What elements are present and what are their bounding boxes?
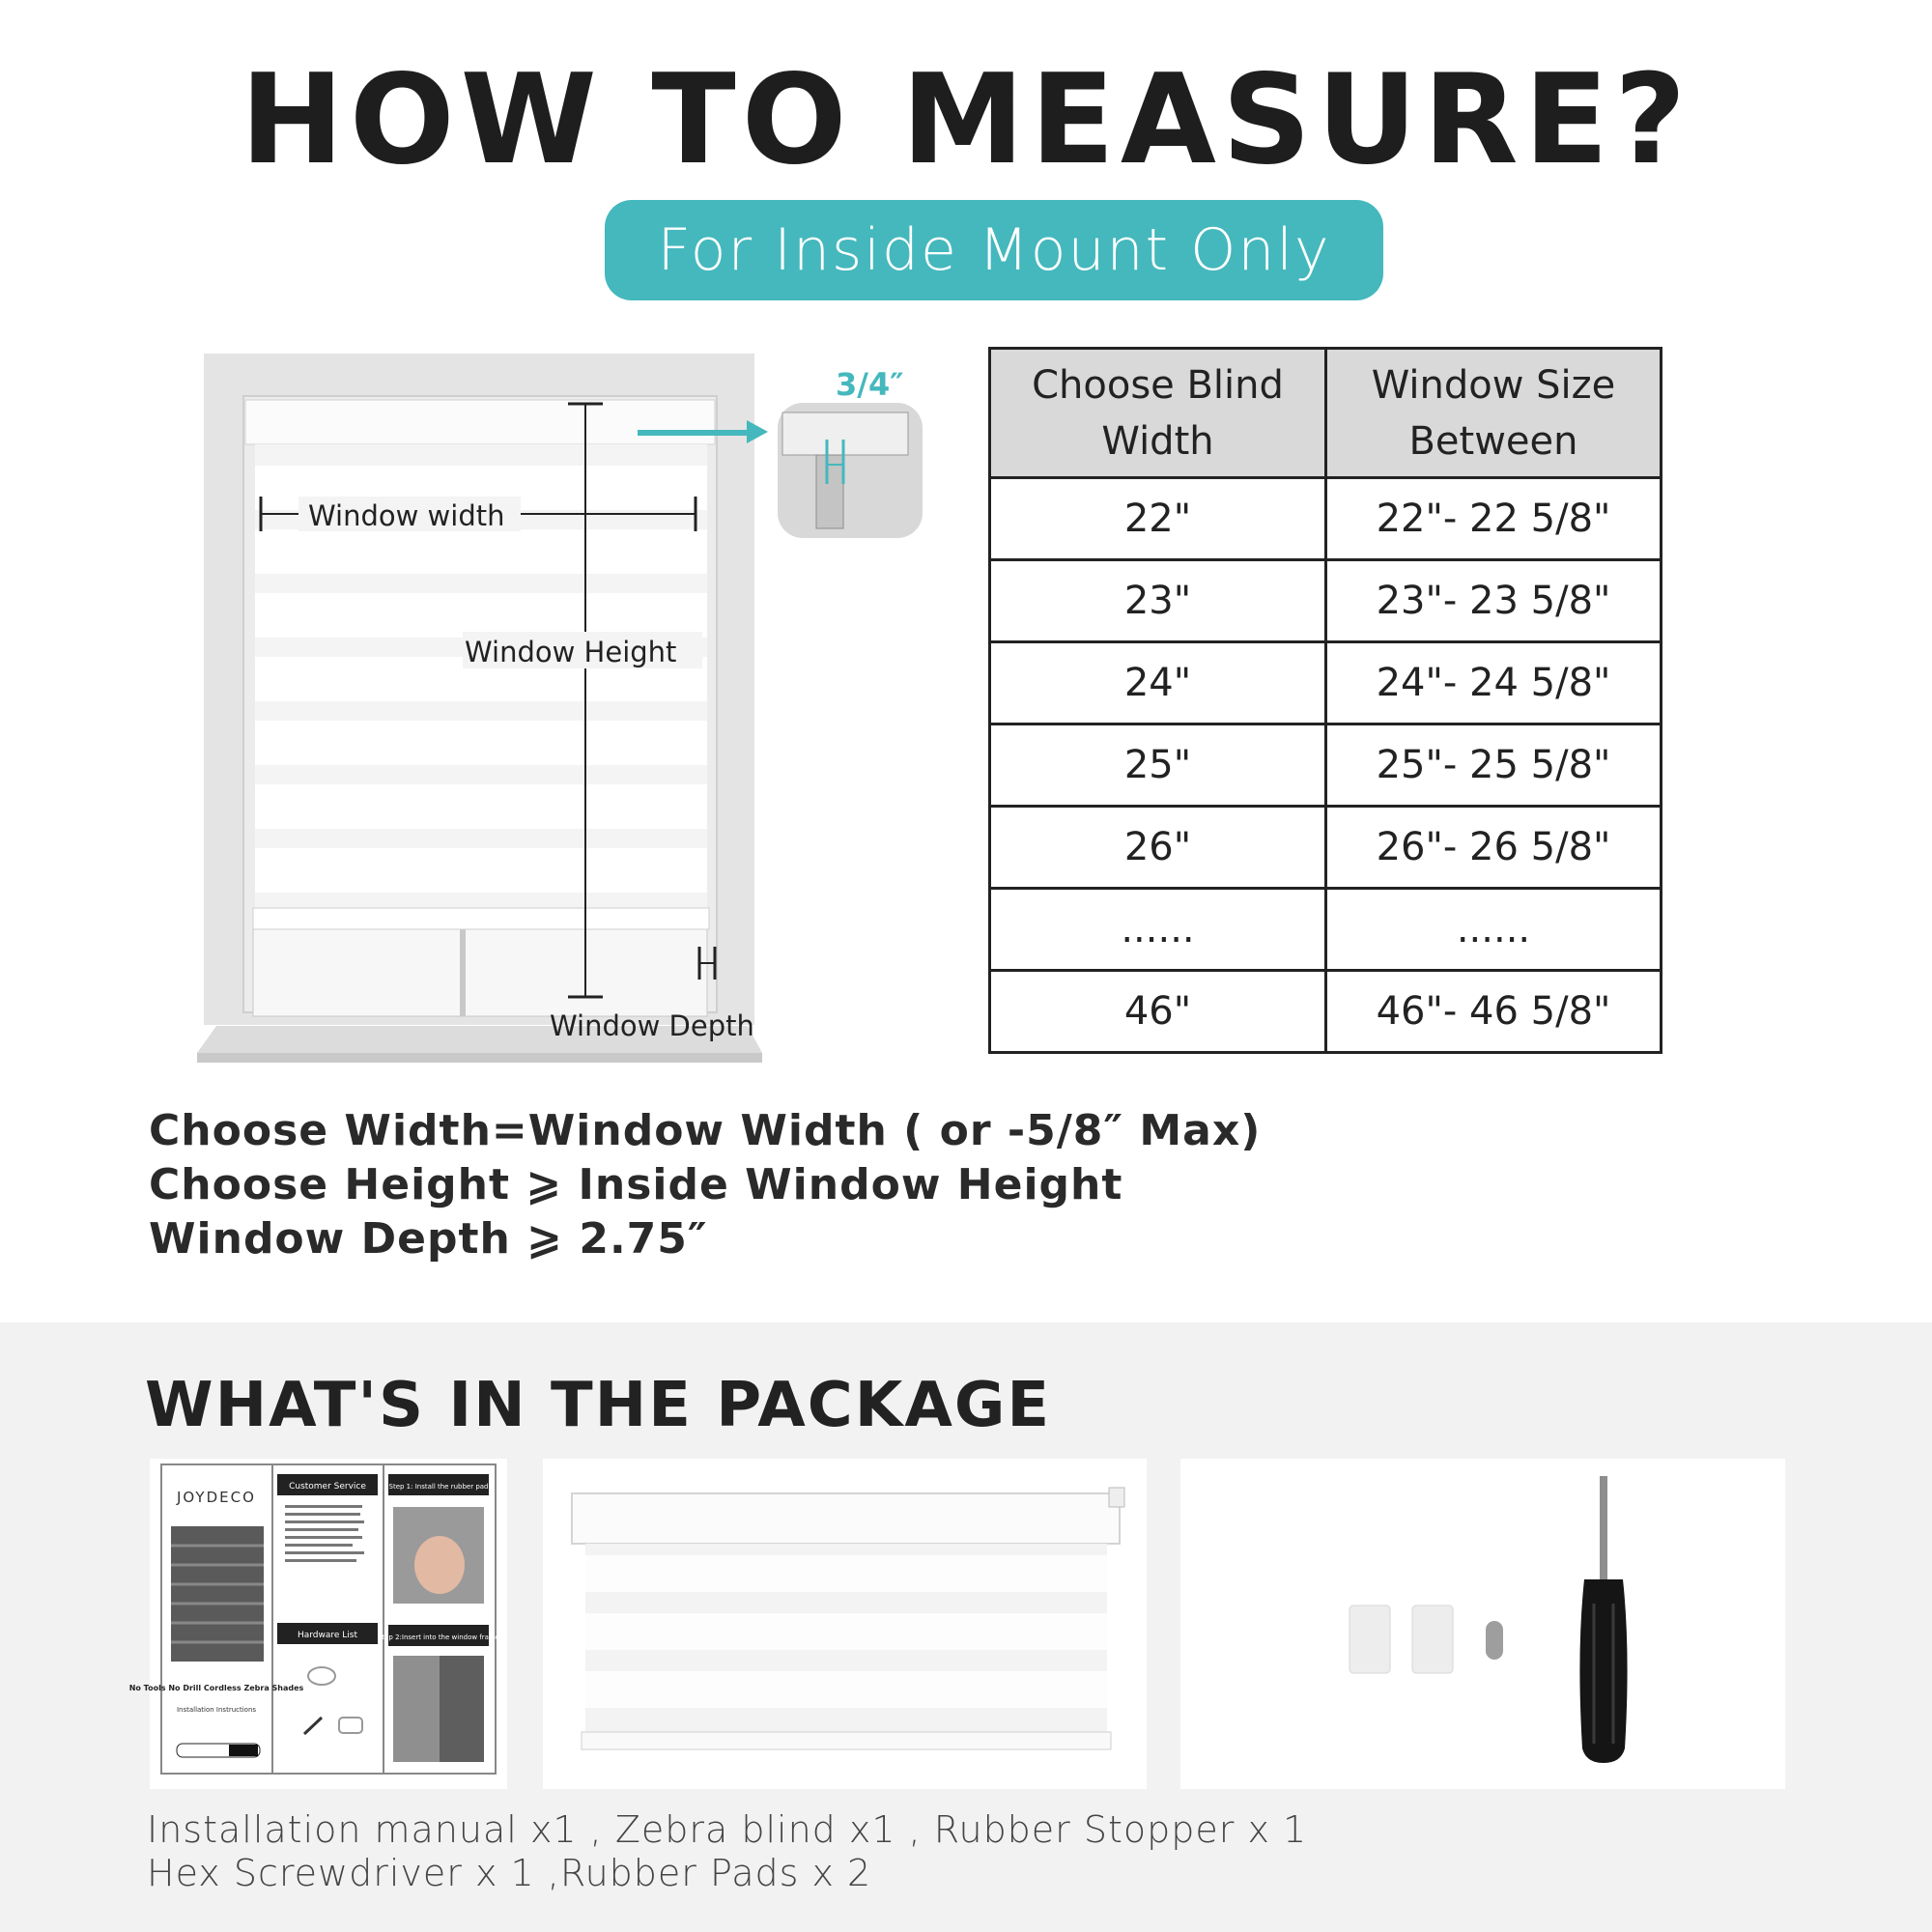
table-cell-window-range: ...... bbox=[1326, 889, 1662, 971]
table-cell-window-range: 22"- 22 5/8" bbox=[1326, 478, 1662, 560]
table-header-row bbox=[990, 349, 1662, 478]
blind-size-table bbox=[988, 347, 1662, 1054]
window-glass-bottom bbox=[253, 929, 707, 1016]
blind-headrail bbox=[572, 1493, 1120, 1544]
manual-brand-logo: JOYDECO bbox=[177, 1489, 256, 1506]
table-cell-blind-width: 26" bbox=[990, 807, 1326, 889]
arrow-right-icon bbox=[638, 420, 768, 443]
rubber-pad-icon bbox=[1412, 1605, 1453, 1673]
package-contents-line: Hex Screwdriver x 1 ,Rubber Pads x 2 bbox=[147, 1852, 872, 1894]
manual-hardware-list-heading: Hardware List bbox=[297, 1631, 358, 1640]
package-title: WHAT'S IN THE PACKAGE bbox=[145, 1370, 1052, 1441]
package-contents-line: Installation manual x1 , Zebra blind x1 , Rubber Stopper x 1 bbox=[147, 1808, 1308, 1851]
manual-customer-service-heading: Customer Service bbox=[289, 1482, 366, 1492]
table-row bbox=[990, 642, 1662, 724]
blind-bottom-rail bbox=[253, 908, 709, 929]
manual-step2-heading: Step 2:Insert into the window frame bbox=[377, 1634, 500, 1641]
blind-bottom-rail bbox=[582, 1732, 1111, 1749]
rule-width: Choose Width=Window Width ( or -5/8″ Max) bbox=[149, 1106, 1262, 1155]
table-cell-blind-width: ...... bbox=[990, 889, 1326, 971]
manual-cover-subtitle: Installation Instructions bbox=[176, 1706, 257, 1714]
headrail-depth-detail bbox=[633, 362, 932, 541]
hardware-items-image bbox=[1180, 1459, 1785, 1789]
table-cell-window-range: 23"- 23 5/8" bbox=[1326, 560, 1662, 642]
table-row bbox=[990, 971, 1662, 1053]
screwdriver-shaft bbox=[1600, 1476, 1607, 1582]
rule-depth: Window Depth ⩾ 2.75″ bbox=[149, 1214, 708, 1264]
table-cell-blind-width: 22" bbox=[990, 478, 1326, 560]
table-row bbox=[990, 889, 1662, 971]
table-cell-window-range: 46"- 46 5/8" bbox=[1326, 971, 1662, 1053]
table-row bbox=[990, 807, 1662, 889]
table-cell-window-range: 24"- 24 5/8" bbox=[1326, 642, 1662, 724]
detail-dimension-label: 3/4″ bbox=[836, 366, 904, 403]
table-cell-blind-width: 23" bbox=[990, 560, 1326, 642]
manual-step1-heading: Step 1: Install the rubber pad bbox=[388, 1483, 489, 1491]
screwdriver-icon bbox=[1579, 1579, 1627, 1763]
table-cell-blind-width: 25" bbox=[990, 724, 1326, 807]
table-cell-blind-width: 24" bbox=[990, 642, 1326, 724]
table-row bbox=[990, 478, 1662, 560]
table-header-cell: Choose Blind Width bbox=[990, 349, 1326, 478]
window-depth-label: Window Depth bbox=[550, 1009, 754, 1042]
rule-height: Choose Height ⩾ Inside Window Height bbox=[149, 1160, 1123, 1209]
table-cell-window-range: 25"- 25 5/8" bbox=[1326, 724, 1662, 807]
rubber-stopper-icon bbox=[1486, 1621, 1503, 1660]
rubber-pad-icon bbox=[1350, 1605, 1390, 1673]
table-row bbox=[990, 560, 1662, 642]
window-height-label: Window Height bbox=[465, 636, 677, 668]
zebra-blind-image bbox=[543, 1459, 1147, 1789]
table-cell-window-range: 26"- 26 5/8" bbox=[1326, 807, 1662, 889]
manual-cover-title: No Tools No Drill Cordless Zebra Shades bbox=[128, 1684, 304, 1692]
page-title: HOW TO MEASURE? bbox=[240, 48, 1692, 192]
table-cell-blind-width: 46" bbox=[990, 971, 1326, 1053]
table-row bbox=[990, 724, 1662, 807]
installation-manual-image bbox=[128, 1459, 507, 1789]
inside-mount-badge: For Inside Mount Only bbox=[605, 200, 1383, 300]
table-header-cell: Window Size Between bbox=[1326, 349, 1662, 478]
window-width-label: Window width bbox=[308, 499, 505, 532]
